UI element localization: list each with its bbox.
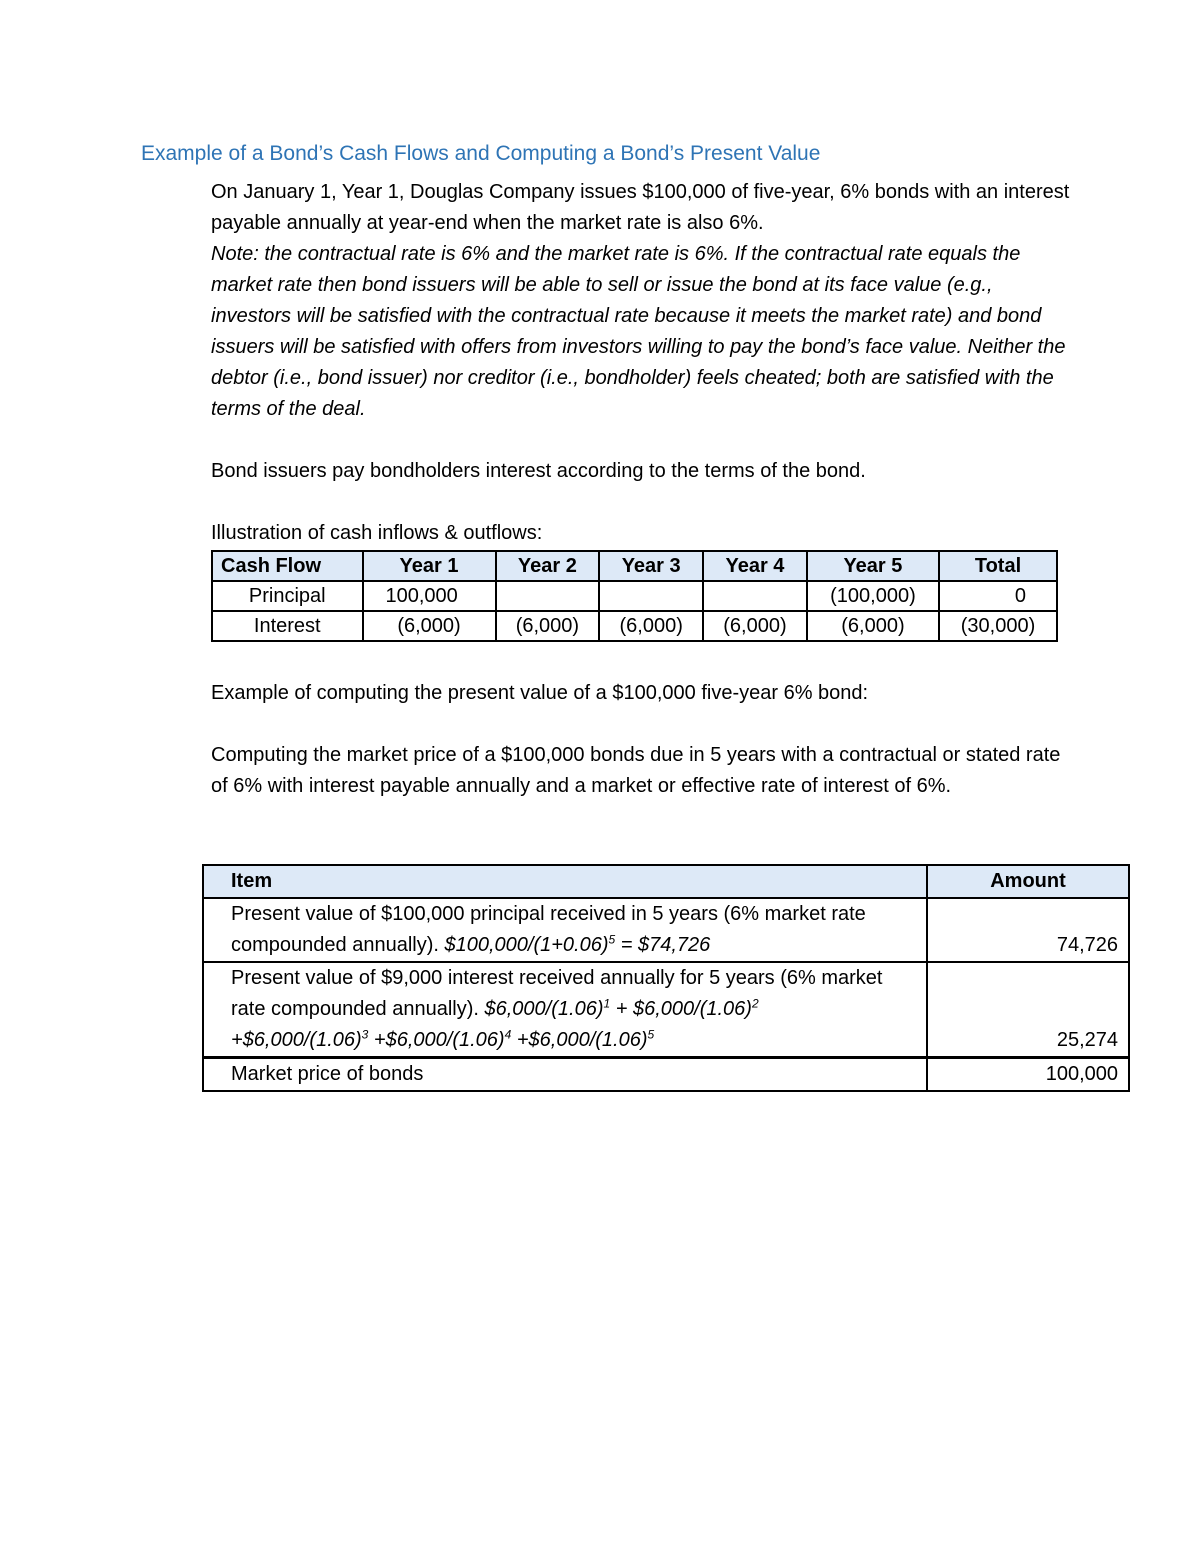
pv-row-principal: [203, 898, 927, 962]
pv-total-label: Market price of bonds: [203, 1058, 927, 1092]
cashflow-cell: (6,000): [496, 611, 600, 641]
pv-header-amount: Amount: [927, 865, 1129, 898]
cashflow-header: Year 2: [496, 551, 600, 581]
formula-part: $6,000/(1.06): [242, 1029, 362, 1051]
table-row: [212, 581, 1057, 611]
cashflow-cell: (100,000): [807, 581, 939, 611]
cashflow-cell: (6,000): [599, 611, 703, 641]
formula-part: $6,000/(1.06): [385, 1029, 505, 1051]
pv-header-row: [203, 865, 1129, 898]
formula-part: $6,000/(1.06): [632, 998, 752, 1020]
pv-row-text: Present value of $100,000 principal received in 5 years (6% market rate compounded annually).: [231, 903, 866, 956]
page-title: Example of a Bond’s Cash Flows and Computing a Bond’s Present Value: [141, 142, 821, 165]
intro-section: [211, 177, 1071, 549]
pv-amount: 25,274: [927, 962, 1129, 1058]
cashflow-table: [211, 550, 1058, 642]
pv-section: [211, 678, 1071, 802]
pv-total-amount: 100,000: [927, 1058, 1129, 1092]
market-price-description: Computing the market price of a $100,000 bonds due in 5 years with a contractual or stated rate of 6% with interest payable annually and a market or effective rate of interest of 6%.: [211, 744, 1061, 797]
formula-exponent: 5: [608, 932, 616, 947]
note-paragraph: Note: the contractual rate is 6% and the market rate is 6%. If the contractual rate equals the market rate then bond issuers will be able to sell or issue the bond at its face value (e.g., investors will be satisfied with the contractual rate because it meets the market rate) and bond issuers will be satisfied with offers from investors willing to pay the bond’s face value. Neither the debtor (i.e., bond issuer) nor creditor (i.e., bondholder) feels cheated; both are satisfied with the terms of the deal.: [211, 243, 1066, 420]
formula-part: +: [231, 1029, 243, 1051]
cashflow-header: Cash Flow: [212, 551, 363, 581]
formula-part: $6,000/(1.06): [484, 998, 604, 1020]
formula-part: +: [511, 1029, 529, 1051]
pv-formula: [444, 934, 710, 956]
cashflow-cell: (30,000): [939, 611, 1057, 641]
table-row: [203, 1058, 1129, 1092]
formula-exponent: 3: [361, 1027, 369, 1042]
illustration-label: Illustration of cash inflows & outflows:: [211, 522, 543, 544]
cashflow-cell: [703, 581, 807, 611]
cashflow-header: Year 4: [703, 551, 807, 581]
cashflow-header: Year 5: [807, 551, 939, 581]
table-row: [203, 962, 1129, 1058]
formula-part: $100,000/(1+0.06): [444, 934, 609, 956]
interest-statement: Bond issuers pay bondholders interest according to the terms of the bond.: [211, 460, 866, 482]
cashflow-cell: (6,000): [807, 611, 939, 641]
cashflow-cell: [599, 581, 703, 611]
pv-example-label: Example of computing the present value of a $100,000 five-year 6% bond:: [211, 682, 869, 704]
pv-amount: 74,726: [927, 898, 1129, 962]
formula-part: = $74,726: [615, 934, 711, 956]
present-value-table: [202, 864, 1130, 1092]
cashflow-cell: Principal: [212, 581, 363, 611]
cashflow-header: Year 3: [599, 551, 703, 581]
pv-row-text: Present value of $9,000 interest received annually for 5 years (6% market rate compounded annually).: [231, 967, 883, 1020]
cashflow-cell: (6,000): [703, 611, 807, 641]
formula-exponent: 4: [504, 1027, 512, 1042]
intro-paragraph: On January 1, Year 1, Douglas Company issues $100,000 of five-year, 6% bonds with an interest payable annually at year-end when the market rate is also 6%.: [211, 181, 1070, 234]
cashflow-header: Year 1: [363, 551, 496, 581]
cashflow-header: Total: [939, 551, 1057, 581]
formula-exponent: 5: [647, 1027, 655, 1042]
formula-part: +: [368, 1029, 386, 1051]
table-row: [212, 611, 1057, 641]
table-row: [203, 898, 1129, 962]
formula-exponent: 2: [751, 996, 759, 1011]
cashflow-cell: [496, 581, 600, 611]
cashflow-header-row: [212, 551, 1057, 581]
formula-part: +: [610, 998, 633, 1020]
formula-part: $6,000/(1.06): [528, 1029, 648, 1051]
formula-exponent: 1: [603, 996, 611, 1011]
pv-row-interest: [203, 962, 927, 1058]
pv-header-item: Item: [203, 865, 927, 898]
cashflow-cell: 0: [939, 581, 1057, 611]
cashflow-cell: (6,000): [363, 611, 496, 641]
cashflow-cell: Interest: [212, 611, 363, 641]
cashflow-cell: 100,000: [363, 581, 496, 611]
